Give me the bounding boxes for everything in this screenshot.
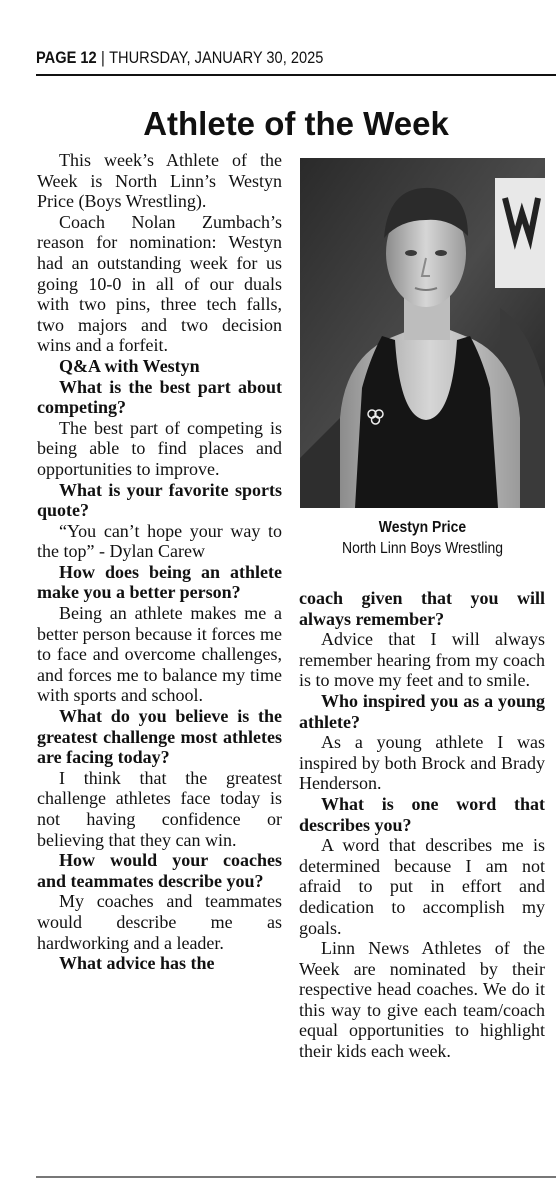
question: What is one word that describes you? bbox=[299, 793, 545, 835]
answer: A word that describes me is determined because I am not afraid to put in effort and dedication to accomplish my goals. bbox=[299, 835, 545, 938]
article-title: Athlete of the Week bbox=[143, 105, 449, 142]
question: How does being an athlete make you a better person? bbox=[37, 561, 282, 603]
left-column bbox=[37, 150, 282, 974]
issue-date: THURSDAY, JANUARY 30, 2025 bbox=[109, 48, 324, 67]
question: What do you believe is the greatest challenge most athletes are facing today? bbox=[37, 706, 282, 768]
photo-caption bbox=[300, 518, 545, 559]
caption-name: Westyn Price bbox=[378, 519, 467, 536]
question-continued: coach given that you will always remember? bbox=[299, 588, 545, 629]
question: What is the best part about competing? bbox=[37, 376, 282, 418]
answer: I think that the greatest challenge athletes face today is not having confidence or believing that they can win. bbox=[37, 767, 282, 850]
answer: Being an athlete makes me a better person because it forces me to face and overcome challenges, and forces me to balance my time with sports and school. bbox=[37, 603, 282, 706]
athlete-photo bbox=[300, 158, 545, 508]
answer: “You can’t hope your way to the top” - Dylan Carew bbox=[37, 520, 282, 562]
question: Who inspired you as a young athlete? bbox=[299, 690, 545, 732]
answer: My coaches and teammates would describe me as hardworking and a leader. bbox=[37, 891, 282, 953]
answer: Advice that I will always remember hearing from my coach is to move my feet and to smile. bbox=[299, 629, 545, 691]
question: How would your coaches and teammates describe you? bbox=[37, 850, 282, 891]
page-header bbox=[36, 46, 483, 70]
question: What is your favorite sports quote? bbox=[37, 479, 282, 521]
athlete-photo-illustration bbox=[300, 158, 545, 508]
header-separator: | bbox=[100, 48, 105, 67]
footer-rule bbox=[36, 1176, 556, 1178]
answer: The best part of competing is being able to find places and opportunities to improve. bbox=[37, 417, 282, 479]
right-column bbox=[299, 588, 545, 1062]
paragraph: Coach Nolan Zumbach’s reason for nomination: Westyn had an outstanding week for us going 10-0 in all of our duals with two pins, three tech falls, two majors and two decision wins and a forfeit. bbox=[37, 211, 282, 356]
question: What advice has the bbox=[59, 953, 215, 974]
answer: As a young athlete I was inspired by both Brock and Brady Henderson. bbox=[299, 732, 545, 794]
closing-note: Linn News Athletes of the Week are nominated by their respective head coaches. We do it this way to give each team/coach equal opportunities to highlight their kids each week. bbox=[299, 938, 545, 1062]
header-rule bbox=[36, 74, 556, 76]
page-number: PAGE 12 bbox=[36, 48, 97, 67]
paragraph: This week’s Athlete of the Week is North Linn’s Westyn Price (Boys Wrestling). bbox=[37, 150, 282, 212]
caption-subtitle: North Linn Boys Wrestling bbox=[341, 540, 504, 557]
question: Q&A with Westyn bbox=[59, 355, 200, 376]
